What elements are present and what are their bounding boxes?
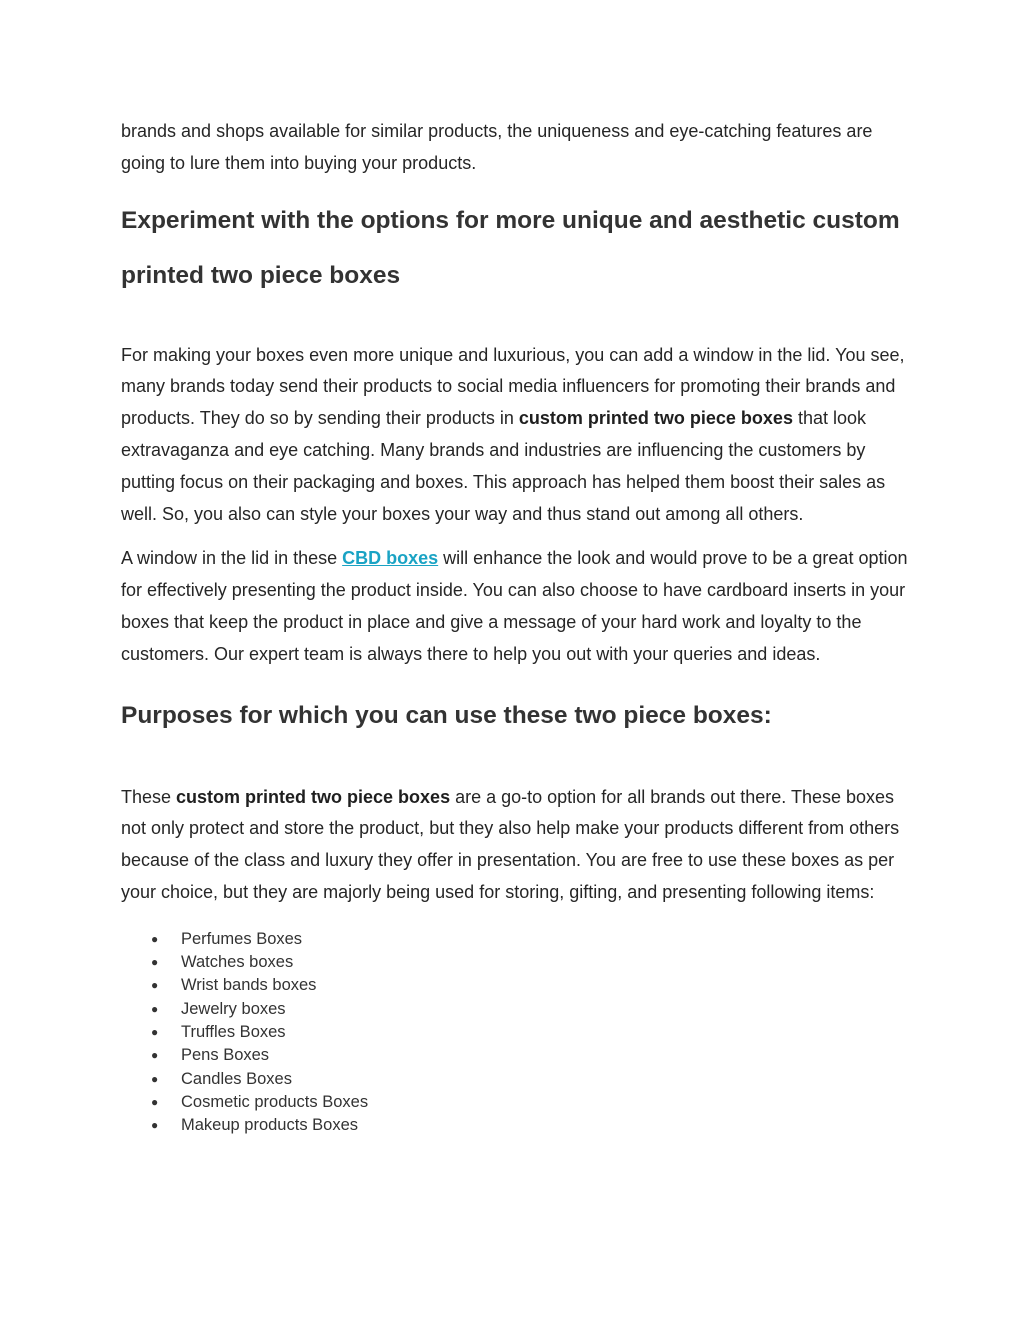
bullet-icon: ● (151, 1071, 159, 1086)
intro-paragraph: brands and shops available for similar products, the uniqueness and eye-catching features are going to lure them into buying your products. (121, 121, 873, 173)
paragraph-cbd-boxes (121, 543, 911, 670)
document-page (121, 116, 911, 1137)
list-item-label: Cosmetic products Boxes (181, 1092, 369, 1111)
list-item-label: Makeup products Boxes (181, 1116, 359, 1135)
list-item (121, 1114, 911, 1137)
bullet-icon: ● (151, 931, 159, 946)
list-item-label: Watches boxes (181, 953, 294, 972)
paragraph-text: These (121, 786, 177, 807)
bullet-icon: ● (151, 955, 159, 970)
bullet-icon: ● (151, 978, 159, 993)
list-item-label: Wrist bands boxes (181, 976, 317, 995)
list-item (121, 1068, 911, 1091)
bullet-icon: ● (151, 1048, 159, 1063)
paragraph-purposes (121, 782, 911, 909)
list-item (121, 1021, 911, 1044)
list-item-label: Perfumes Boxes (181, 929, 303, 948)
paragraph-window-lid (121, 340, 911, 531)
list-item-label: Candles Boxes (181, 1069, 292, 1088)
list-item (121, 1044, 911, 1067)
section-heading-purposes: Purposes for which you can use these two piece boxes: (121, 701, 772, 729)
box-types-list (121, 928, 911, 1138)
list-item (121, 998, 911, 1021)
list-item (121, 974, 911, 997)
section-heading-options: Experiment with the options for more unique and aesthetic custom printed two piece boxes (121, 206, 900, 289)
bold-phrase: custom printed two piece boxes (518, 408, 793, 429)
bold-phrase: custom printed two piece boxes (176, 786, 451, 807)
paragraph-text: are a go-to option for all brands out there. These boxes not only protect and store the product, but they also help make your products different from others because of the class and luxury they offer in presentation. You are free to use these boxes as per your choice, but they are majorly being used for storing, gifting, and presenting following items: (121, 786, 900, 902)
paragraph-text: A window in the lid in these (121, 548, 343, 569)
list-item (121, 928, 911, 951)
bullet-icon: ● (151, 1001, 159, 1016)
paragraph-text: will enhance the look and would prove to be a great option for effectively presenting the product inside. You can also choose to have cardboard inserts in your boxes that keep the product in place and give a message of your hard work and loyalty to the customers. Our expert team is always there to help you out with your queries and ideas. (121, 548, 908, 664)
list-item-label: Pens Boxes (181, 1046, 270, 1065)
list-item (121, 951, 911, 974)
cbd-boxes-link[interactable]: CBD boxes (342, 548, 439, 569)
bullet-icon: ● (151, 1094, 159, 1109)
list-item-label: Jewelry boxes (181, 999, 286, 1018)
paragraph-text: that look extravaganza and eye catching. Many brands and industries are influencing the customers by putting focus on their packaging and boxes. This approach has helped them boost their sales as well. So, you also can style your boxes your way and thus stand out among all others. (121, 408, 886, 524)
bullet-icon: ● (151, 1024, 159, 1039)
paragraph-text: For making your boxes even more unique and luxurious, you can add a window in the lid. You see, many brands today send their products to social media influencers for promoting their brands and products. They do so by sending their products in (121, 344, 905, 429)
list-item-label: Truffles Boxes (181, 1022, 286, 1041)
bullet-icon: ● (151, 1118, 159, 1133)
list-item (121, 1091, 911, 1114)
